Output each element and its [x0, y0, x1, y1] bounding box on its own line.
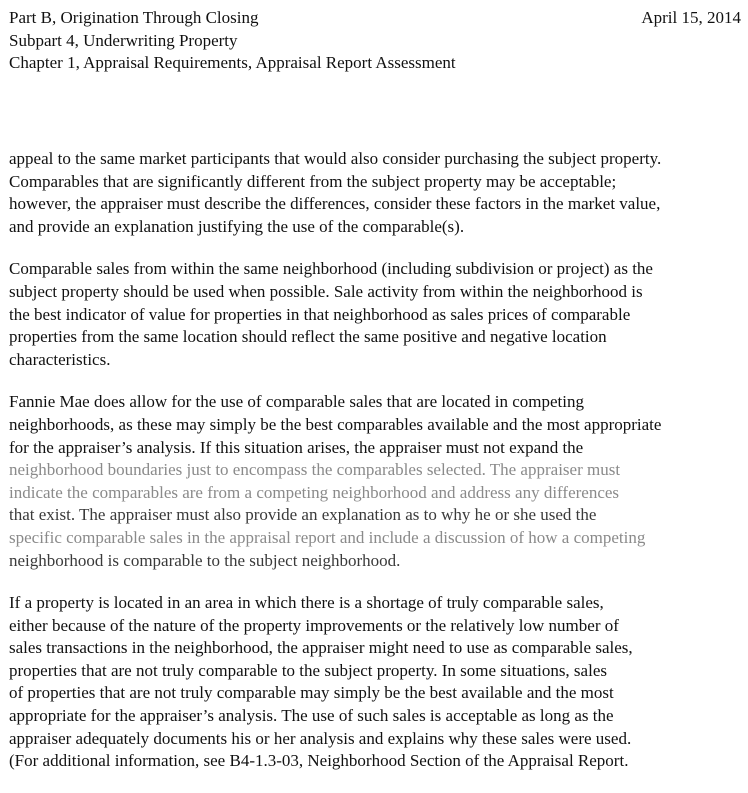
- text-line: sales transactions in the neighborhood, the appraiser might need to use as comparable sales,: [9, 638, 633, 658]
- paragraph-comparables-appeal: [9, 148, 741, 238]
- page-header: [9, 7, 743, 75]
- text-line: characteristics.: [9, 349, 111, 369]
- text-line: appraiser adequately documents his or her analysis and explains why these sales were used.: [9, 728, 632, 748]
- text-line: and provide an explanation justifying the use of the comparable(s).: [9, 216, 465, 236]
- text-line: that exist. The appraiser must also provide an explanation as to why he or she used the: [9, 505, 597, 525]
- paragraph-competing-neighborhoods: [9, 391, 741, 572]
- text-line: appeal to the same market participants that would also consider purchasing the subject property.: [9, 149, 662, 168]
- text-line: Comparables that are significantly different from the subject property may be acceptable;: [9, 171, 617, 191]
- text-line: indicate the comparables are from a competing neighborhood and address any differences: [9, 482, 620, 502]
- text-line: If a property is located in an area in which there is a shortage of truly comparable sales,: [9, 593, 604, 613]
- paragraph-same-neighborhood: [9, 258, 741, 371]
- text-line: properties that are not truly comparable to the subject property. In some situations, sales: [9, 660, 607, 680]
- text-line: either because of the nature of the property improvements or the relatively low number of: [9, 615, 619, 635]
- paragraph-shortage-of-comparables: [9, 592, 741, 773]
- text-line: properties from the same location should reflect the same positive and negative location: [9, 327, 607, 347]
- text-line: subject property should be used when possible. Sale activity from within the neighborhood is: [9, 281, 643, 301]
- text-line: neighborhood boundaries just to encompass the comparables selected. The appraiser must: [9, 460, 621, 480]
- header-date: April 15, 2014: [641, 8, 741, 27]
- text-line: appropriate for the appraiser’s analysis. The use of such sales is acceptable as long as the: [9, 706, 614, 726]
- text-line: (For additional information, see B4-1.3-03, Neighborhood Section of the Appraisal Report.: [9, 751, 629, 771]
- text-line: specific comparable sales in the appraisal report and include a discussion of how a competing: [9, 527, 646, 547]
- text-line: neighborhoods, as these may simply be the best comparables available and the most appropriate: [9, 414, 662, 434]
- text-line: of properties that are not truly comparable may simply be the best available and the most: [9, 683, 614, 703]
- text-line: neighborhood is comparable to the subject neighborhood.: [9, 550, 401, 570]
- text-line: Fannie Mae does allow for the use of comparable sales that are located in competing: [9, 392, 584, 412]
- text-line: however, the appraiser must describe the differences, consider these factors in the market value,: [9, 194, 661, 214]
- header-part: Part B, Origination Through Closing: [9, 8, 259, 27]
- document-body: [9, 148, 741, 793]
- text-line: Comparable sales from within the same neighborhood (including subdivision or project) as the: [9, 259, 653, 279]
- header-chapter: Chapter 1, Appraisal Requirements, Appraisal Report Assessment: [9, 53, 456, 72]
- text-line: for the appraiser’s analysis. If this situation arises, the appraiser must not expand the: [9, 437, 584, 457]
- header-subpart: Subpart 4, Underwriting Property: [9, 30, 238, 50]
- text-line: the best indicator of value for properties in that neighborhood as sales prices of comparable: [9, 304, 631, 324]
